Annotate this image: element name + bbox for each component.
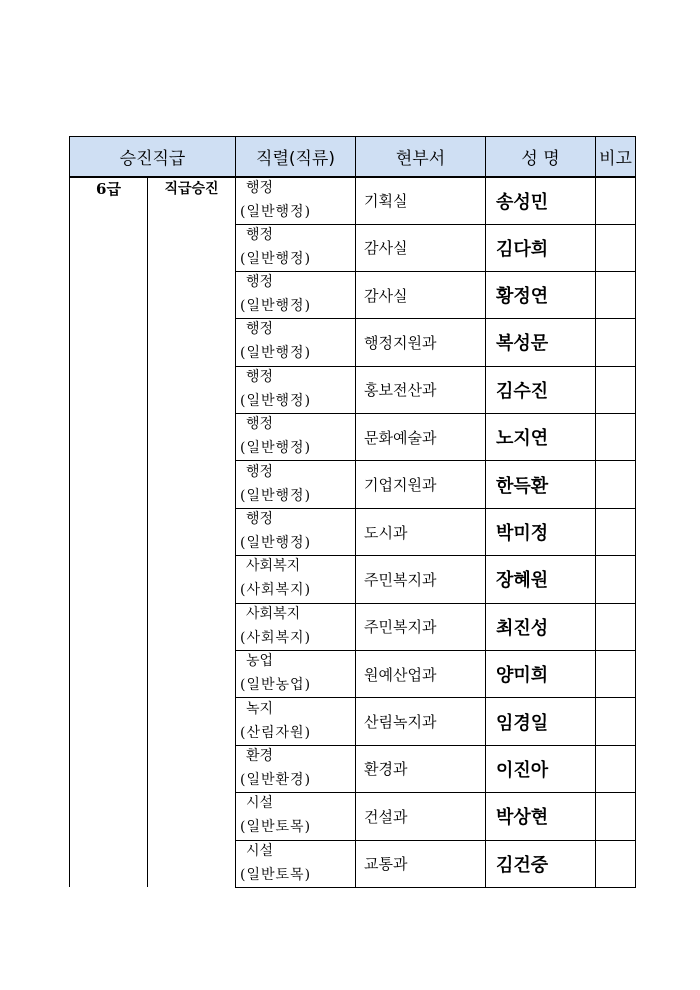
name-cell xyxy=(486,651,596,698)
person-name: 한득환 xyxy=(496,475,549,497)
dept-cell xyxy=(356,366,486,413)
series-sub: (산림자원) xyxy=(240,724,312,741)
series-sub: (일반환경) xyxy=(240,771,312,788)
series-name: 사회복지 xyxy=(246,605,301,622)
dept-cell xyxy=(356,414,486,461)
table-body xyxy=(70,177,636,888)
name-cell xyxy=(486,745,596,792)
series-sub: (일반행정) xyxy=(240,345,312,362)
dept-name: 홍보전산과 xyxy=(364,381,437,400)
dept-name: 주민복지과 xyxy=(364,570,437,589)
note-cell xyxy=(596,840,636,887)
header-dept: 현부서 xyxy=(356,137,486,177)
person-name: 황정연 xyxy=(496,286,549,308)
dept-name: 도시과 xyxy=(364,523,408,542)
series-cell xyxy=(236,414,356,461)
dept-cell xyxy=(356,271,486,318)
series-cell xyxy=(236,603,356,650)
dept-cell xyxy=(356,224,486,271)
series-cell xyxy=(236,271,356,318)
dept-cell xyxy=(356,461,486,508)
series-cell xyxy=(236,508,356,555)
note-cell xyxy=(596,508,636,555)
dept-name: 산림녹지과 xyxy=(364,713,437,732)
dept-cell xyxy=(356,556,486,603)
name-cell xyxy=(486,793,596,840)
note-cell xyxy=(596,745,636,792)
series-sub: (일반토목) xyxy=(240,819,312,836)
header-series: 직렬(직류) xyxy=(236,137,356,177)
dept-name: 기업지원과 xyxy=(364,476,437,495)
series-name: 시설 xyxy=(246,842,274,859)
name-cell xyxy=(486,698,596,745)
dept-name: 감사실 xyxy=(364,239,408,258)
name-cell xyxy=(486,508,596,555)
dept-cell xyxy=(356,745,486,792)
series-cell xyxy=(236,319,356,366)
dept-cell xyxy=(356,840,486,887)
person-name: 송성민 xyxy=(496,191,549,213)
series-sub: (일반행정) xyxy=(240,535,312,552)
person-name: 김수진 xyxy=(496,380,549,402)
series-sub: (일반행정) xyxy=(240,440,312,457)
person-name: 노지연 xyxy=(496,428,549,450)
dept-cell xyxy=(356,698,486,745)
series-name: 사회복지 xyxy=(246,558,301,575)
series-name: 행정 xyxy=(246,463,274,480)
dept-cell xyxy=(356,651,486,698)
series-name: 행정 xyxy=(246,179,274,196)
series-sub: (일반행정) xyxy=(240,250,312,267)
person-name: 복성문 xyxy=(496,333,549,355)
series-name: 행정 xyxy=(246,368,274,385)
dept-name: 주민복지과 xyxy=(364,618,437,637)
person-name: 이진아 xyxy=(496,759,549,781)
name-cell xyxy=(486,603,596,650)
dept-name: 기획실 xyxy=(364,192,408,210)
dept-cell xyxy=(356,793,486,840)
series-name: 시설 xyxy=(246,795,274,812)
person-name: 김다희 xyxy=(496,238,549,260)
name-cell xyxy=(486,556,596,603)
promotion-table xyxy=(69,136,636,888)
series-cell xyxy=(236,745,356,792)
series-sub: (일반행정) xyxy=(240,203,312,220)
series-cell xyxy=(236,461,356,508)
note-cell xyxy=(596,556,636,603)
note-cell xyxy=(596,224,636,271)
dept-name: 환경과 xyxy=(364,760,408,779)
series-cell xyxy=(236,698,356,745)
series-cell xyxy=(236,793,356,840)
person-name: 박미정 xyxy=(496,523,549,545)
dept-cell xyxy=(356,603,486,650)
name-cell xyxy=(486,224,596,271)
header-note: 비고 xyxy=(596,137,636,177)
dept-name: 교통과 xyxy=(364,855,408,874)
series-name: 환경 xyxy=(246,747,274,764)
name-cell xyxy=(486,414,596,461)
dept-name: 원예산업과 xyxy=(364,665,437,684)
dept-cell xyxy=(356,508,486,555)
series-cell xyxy=(236,366,356,413)
series-name: 행정 xyxy=(246,511,274,528)
note-cell xyxy=(596,177,636,225)
name-cell xyxy=(486,319,596,366)
table-row xyxy=(70,177,636,225)
name-cell xyxy=(486,366,596,413)
dept-name: 감사실 xyxy=(364,286,408,305)
series-sub: (일반행정) xyxy=(240,392,312,409)
person-name: 박상현 xyxy=(496,807,549,829)
series-name: 행정 xyxy=(246,274,274,291)
series-sub: (사회복지) xyxy=(240,629,312,646)
person-name: 최진성 xyxy=(496,617,549,639)
header-row xyxy=(70,137,636,177)
series-sub: (사회복지) xyxy=(240,582,312,599)
series-name: 행정 xyxy=(246,416,274,433)
note-cell xyxy=(596,366,636,413)
series-sub: (일반농업) xyxy=(240,677,312,694)
series-name: 행정 xyxy=(246,226,274,243)
series-name: 녹지 xyxy=(246,700,274,717)
series-cell xyxy=(236,651,356,698)
grade-cell: 6급 xyxy=(70,177,148,888)
series-sub: (일반행정) xyxy=(240,298,312,315)
note-cell xyxy=(596,698,636,745)
header-name: 성 명 xyxy=(486,137,596,177)
person-name: 임경일 xyxy=(496,712,549,734)
dept-name: 문화예술과 xyxy=(364,428,437,447)
series-name: 행정 xyxy=(246,321,274,338)
person-name: 장혜원 xyxy=(496,570,549,592)
person-name: 김건중 xyxy=(496,854,549,876)
note-cell xyxy=(596,461,636,508)
dept-name: 건설과 xyxy=(364,807,408,826)
name-cell xyxy=(486,271,596,318)
name-cell xyxy=(486,840,596,887)
series-cell xyxy=(236,556,356,603)
series-cell xyxy=(236,177,356,225)
name-cell xyxy=(486,461,596,508)
person-name: 양미희 xyxy=(496,665,549,687)
series-cell xyxy=(236,224,356,271)
note-cell xyxy=(596,603,636,650)
note-cell xyxy=(596,414,636,461)
dept-name: 행정지원과 xyxy=(364,333,437,352)
promotion-type-cell: 직급승진 xyxy=(148,177,236,888)
name-cell xyxy=(486,177,596,225)
note-cell xyxy=(596,651,636,698)
series-sub: (일반토목) xyxy=(240,866,312,883)
note-cell xyxy=(596,319,636,366)
note-cell xyxy=(596,793,636,840)
dept-cell xyxy=(356,319,486,366)
note-cell xyxy=(596,271,636,318)
series-cell xyxy=(236,840,356,887)
header-grade: 승진직급 xyxy=(70,137,236,177)
series-name: 농업 xyxy=(246,653,274,670)
series-sub: (일반행정) xyxy=(240,487,312,504)
dept-cell xyxy=(356,177,486,225)
